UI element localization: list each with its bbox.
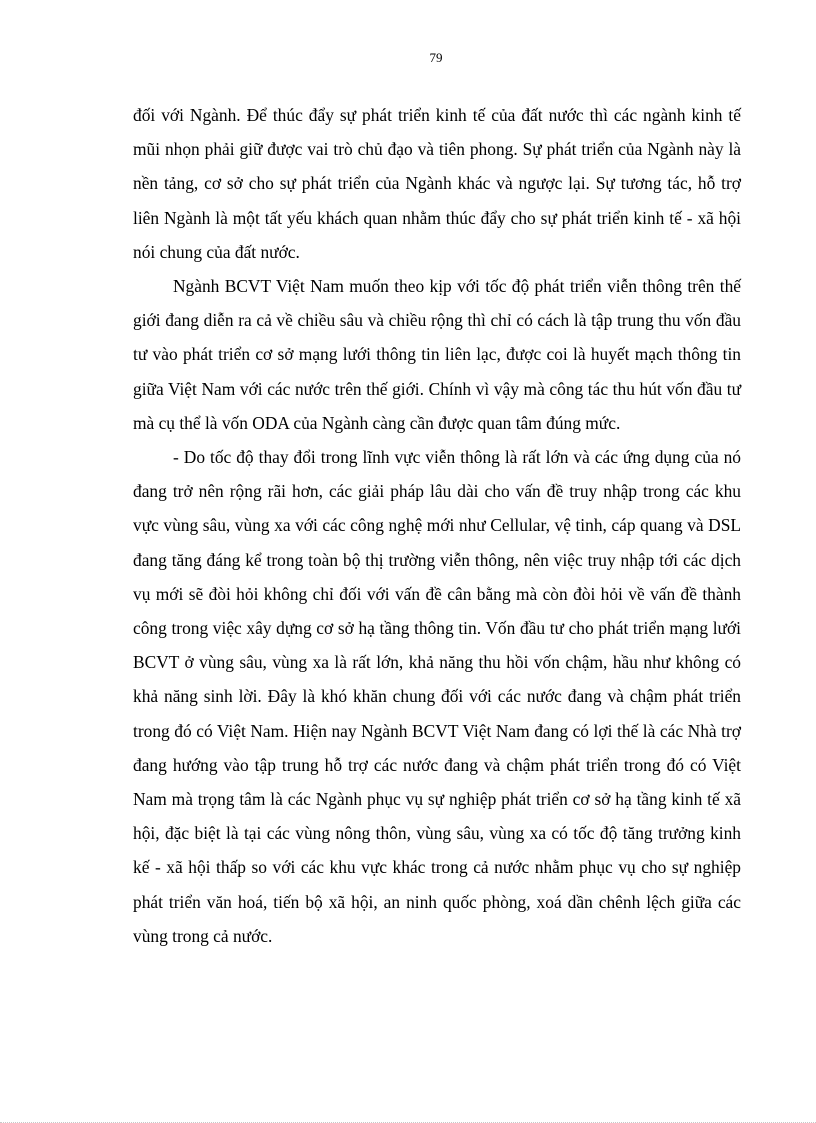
paragraph-continuation: đối với Ngành. Để thúc đẩy sự phát triển kinh tế của đất nước thì các ngành kinh tế mũi nhọn phải giữ được vai trò chủ đạo và tiên phong. Sự phát triển của Ngành này là nền tảng, cơ sở cho sự phát triển của Ngành khác và ngược lại. Sự tương tác, hỗ trợ liên Ngành là một tất yếu khách quan nhằm thúc đẩy cho sự phát triển kinh tế - xã hội nói chung của đất nước. — [133, 105, 741, 262]
paragraph-bcvt-development: Ngành BCVT Việt Nam muốn theo kịp với tốc độ phát triển viễn thông trên thế giới đang diễn ra cả về chiều sâu và chiều rộng thì chỉ có cách là tập trung thu vốn đầu tư vào phát triển cơ sở mạng lưới thông tin liên lạc, được coi là huyết mạch thông tin giữa Việt Nam với các nước trên thế giới. Chính vì vậy mà công tác thu hút vốn đầu tư mà cụ thể là vốn ODA của Ngành càng cần được quan tâm đúng mức. — [133, 276, 741, 433]
body-text — [133, 98, 741, 953]
page-number: 79 — [429, 50, 443, 65]
paragraph-telecom-access: - Do tốc độ thay đổi trong lĩnh vực viễn thông là rất lớn và các ứng dụng của nó đang trở nên rộng rãi hơn, các giải pháp lâu dài cho vấn đề truy nhập trong các khu vực vùng sâu, vùng xa với các công nghệ mới như Cellular, vệ tinh, cáp quang và DSL đang tăng đáng kể trong toàn bộ thị trường viễn thông, nên việc truy nhập tới các dịch vụ mới sẽ đòi hỏi không chỉ đối với vấn đề cân bằng mà còn đòi hỏi về vấn đề thành công trong việc xây dựng cơ sở hạ tầng thông tin. Vốn đầu tư cho phát triển mạng lưới BCVT ở vùng sâu, vùng xa là rất lớn, khả năng thu hồi vốn chậm, hầu như không có khả năng sinh lời. Đây là khó khăn chung đối với các nước đang và chậm phát triển trong đó có Việt Nam. Hiện nay Ngành BCVT Việt Nam đang có lợi thế là các Nhà trợ đang hướng vào tập trung hỗ trợ các nước đang và chậm phát triển trong đó có Việt Nam mà trọng tâm là các Ngành phục vụ sự nghiệp phát triển cơ sở hạ tầng kinh tế xã hội, đặc biệt là tại các vùng nông thôn, vùng sâu, vùng xa có tốc độ tăng trưởng kinh kế - xã hội thấp so với các khu vực khác trong cả nước nhằm phục vụ cho sự nghiệp phát triển văn hoá, tiến bộ xã hội, an ninh quốc phòng, xoá dần chênh lệch giữa các vùng trong cả nước. — [133, 447, 741, 946]
